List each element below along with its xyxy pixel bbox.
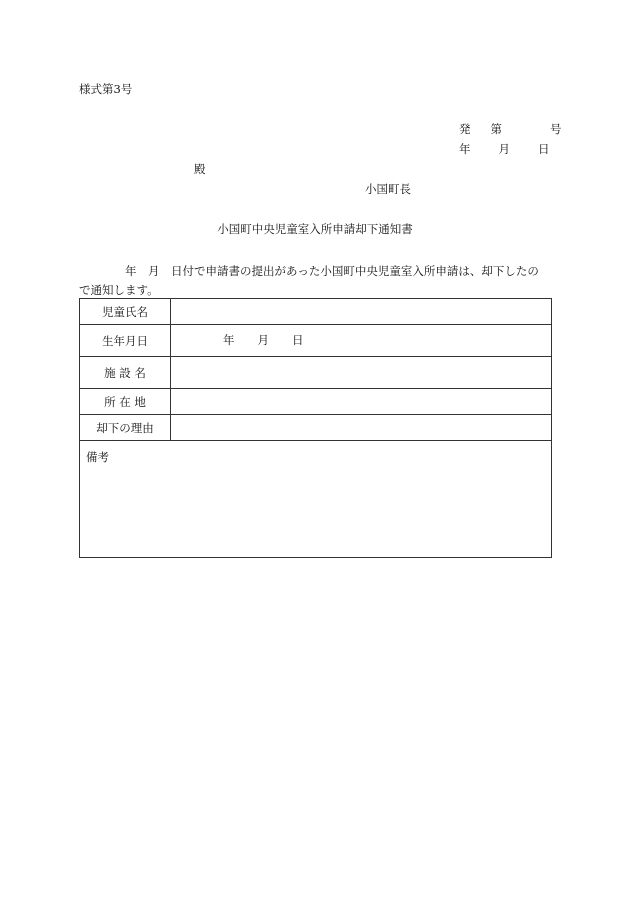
table-row-address [80, 389, 552, 415]
label-facility-name: 施 設 名 [80, 357, 171, 389]
remarks-cell: 備考 [80, 441, 552, 558]
issue-reference [459, 122, 562, 136]
issue-date-day: 日 [538, 142, 550, 156]
label-birthdate: 生年月日 [80, 325, 171, 357]
value-rejection-reason [171, 415, 552, 441]
issue-date-year: 年 [459, 142, 471, 156]
value-birthdate: 年 月 日 [171, 325, 552, 357]
label-rejection-reason: 却下の理由 [80, 415, 171, 441]
document-title: 小国町中央児童室入所申請却下通知書 [217, 222, 413, 236]
issue-ref-hatsu: 発 [459, 122, 471, 136]
body-text-1: 年 月 日付で申請書の提出があった小国町中央児童室入所申請は、却下したの [125, 264, 539, 278]
table-row-birthdate [80, 325, 552, 357]
table-row-facility-name [80, 357, 552, 389]
issue-ref-dai: 第 [490, 122, 502, 136]
label-child-name: 児童氏名 [80, 299, 171, 325]
form-number: 様式第3号 [79, 82, 133, 96]
body-text-line-1 [79, 264, 539, 278]
table-row-rejection-reason [80, 415, 552, 441]
value-facility-name [171, 357, 552, 389]
issuer: 小国町長 [365, 182, 411, 196]
body-text-line-2: で通知します。 [79, 283, 159, 297]
value-address [171, 389, 552, 415]
label-address: 所 在 地 [80, 389, 171, 415]
table-row-child-name [80, 299, 552, 325]
addressee: 殿 [194, 162, 206, 176]
value-child-name [171, 299, 552, 325]
info-table [79, 298, 552, 558]
issue-ref-go: 号 [550, 122, 562, 136]
issue-date-month: 月 [498, 142, 510, 156]
issue-date [459, 142, 550, 156]
table-row-remarks [80, 441, 552, 558]
